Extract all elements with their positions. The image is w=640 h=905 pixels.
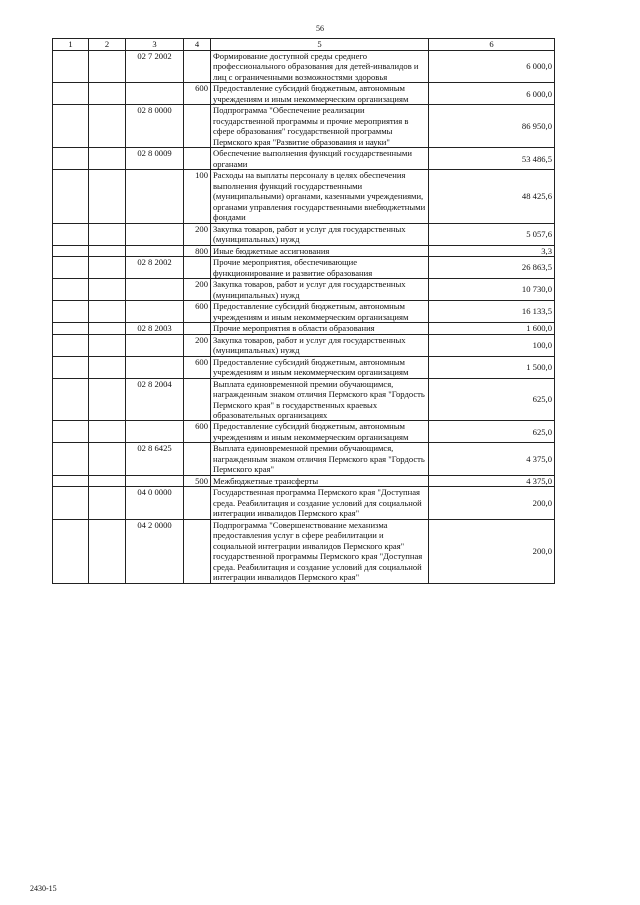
cell-section: [53, 148, 89, 170]
column-header: 5: [211, 39, 429, 51]
cell-description: Предоставление субсидий бюджетным, автономным учреждениям и иным некоммерческим организациям: [211, 421, 429, 443]
column-header: 6: [429, 39, 555, 51]
cell-target-article: 04 0 0000: [126, 487, 184, 519]
table-row: [53, 421, 555, 443]
cell-target-article: [126, 301, 184, 323]
cell-description: Предоставление субсидий бюджетным, автономным учреждениям и иным некоммерческим организациям: [211, 83, 429, 105]
cell-amount: 1 500,0: [429, 356, 555, 378]
cell-amount: 100,0: [429, 334, 555, 356]
cell-subsection: [89, 148, 126, 170]
cell-subsection: [89, 519, 126, 583]
cell-target-article: 02 8 0009: [126, 148, 184, 170]
cell-subsection: [89, 475, 126, 486]
table-row: [53, 301, 555, 323]
cell-subsection: [89, 223, 126, 245]
cell-expense-type: [184, 323, 211, 334]
cell-expense-type: 200: [184, 334, 211, 356]
cell-subsection: [89, 378, 126, 421]
table-row: [53, 378, 555, 421]
table-row: [53, 148, 555, 170]
table-row: [53, 51, 555, 83]
cell-description: Прочие мероприятия, обеспечивающие функционирование и развитие образования: [211, 257, 429, 279]
cell-section: [53, 421, 89, 443]
cell-target-article: 02 8 2003: [126, 323, 184, 334]
cell-amount: 10 730,0: [429, 279, 555, 301]
cell-section: [53, 323, 89, 334]
cell-expense-type: 500: [184, 475, 211, 486]
cell-subsection: [89, 334, 126, 356]
cell-section: [53, 475, 89, 486]
cell-target-article: 02 8 6425: [126, 443, 184, 475]
cell-amount: 625,0: [429, 421, 555, 443]
cell-subsection: [89, 279, 126, 301]
cell-section: [53, 356, 89, 378]
cell-section: [53, 170, 89, 223]
table-row: [53, 245, 555, 256]
cell-target-article: [126, 223, 184, 245]
cell-amount: 48 425,6: [429, 170, 555, 223]
cell-description: Закупка товаров, работ и услуг для государственных (муниципальных) нужд: [211, 334, 429, 356]
cell-amount: 86 950,0: [429, 105, 555, 148]
cell-section: [53, 279, 89, 301]
budget-table: [52, 38, 555, 584]
table-row: [53, 334, 555, 356]
cell-expense-type: [184, 519, 211, 583]
cell-amount: 625,0: [429, 378, 555, 421]
cell-description: Государственная программа Пермского края "Доступная среда. Реабилитация и создание условий для социальной интеграции инвалидов Пермского края": [211, 487, 429, 519]
table-row: [53, 323, 555, 334]
cell-amount: 5 057,6: [429, 223, 555, 245]
table-header-row: [53, 39, 555, 51]
table-row: [53, 487, 555, 519]
cell-expense-type: 200: [184, 223, 211, 245]
cell-section: [53, 378, 89, 421]
table-row: [53, 105, 555, 148]
column-header: 4: [184, 39, 211, 51]
cell-subsection: [89, 83, 126, 105]
cell-section: [53, 443, 89, 475]
cell-description: Выплата единовременной премии обучающимся, награжденным знаком отличия Пермского края "Гордость Пермского края": [211, 443, 429, 475]
cell-target-article: [126, 83, 184, 105]
table-row: [53, 443, 555, 475]
column-header: 1: [53, 39, 89, 51]
cell-target-article: [126, 475, 184, 486]
cell-section: [53, 223, 89, 245]
cell-description: Закупка товаров, работ и услуг для государственных (муниципальных) нужд: [211, 223, 429, 245]
cell-subsection: [89, 301, 126, 323]
cell-subsection: [89, 170, 126, 223]
cell-subsection: [89, 487, 126, 519]
table-row: [53, 257, 555, 279]
table-row: [53, 279, 555, 301]
cell-expense-type: 600: [184, 356, 211, 378]
cell-expense-type: 100: [184, 170, 211, 223]
cell-section: [53, 51, 89, 83]
table-row: [53, 356, 555, 378]
cell-subsection: [89, 443, 126, 475]
cell-expense-type: 600: [184, 83, 211, 105]
cell-amount: 200,0: [429, 487, 555, 519]
cell-subsection: [89, 257, 126, 279]
cell-expense-type: 800: [184, 245, 211, 256]
cell-description: Подпрограмма "Совершенствование механизма предоставления услуг в сфере реабилитации и социальной интеграции инвалидов Пермского края" государственной программы Пермского края "Доступная среда. Реабилитация и создание условий для социальной интеграции инвалидов Пермского края": [211, 519, 429, 583]
cell-amount: 16 133,5: [429, 301, 555, 323]
table-row: [53, 83, 555, 105]
cell-description: Предоставление субсидий бюджетным, автономным учреждениям и иным некоммерческим организациям: [211, 301, 429, 323]
column-header: 2: [89, 39, 126, 51]
cell-target-article: [126, 356, 184, 378]
cell-target-article: 02 8 2004: [126, 378, 184, 421]
cell-section: [53, 105, 89, 148]
cell-description: Межбюджетные трансферты: [211, 475, 429, 486]
cell-section: [53, 245, 89, 256]
table-row: [53, 519, 555, 583]
cell-amount: 4 375,0: [429, 443, 555, 475]
table-row: [53, 223, 555, 245]
cell-section: [53, 334, 89, 356]
cell-expense-type: [184, 51, 211, 83]
cell-amount: 6 000,0: [429, 51, 555, 83]
cell-target-article: [126, 334, 184, 356]
cell-subsection: [89, 323, 126, 334]
table-row: [53, 475, 555, 486]
cell-expense-type: [184, 105, 211, 148]
cell-section: [53, 519, 89, 583]
footer-code: 2430-15: [30, 884, 57, 893]
cell-expense-type: [184, 378, 211, 421]
cell-section: [53, 257, 89, 279]
page-number: 56: [316, 24, 324, 33]
cell-description: Формирование доступной среды среднего профессионального образования для детей-инвалидов и лиц с ограниченными возможностями здоровья: [211, 51, 429, 83]
cell-description: Обеспечение выполнения функций государственными органами: [211, 148, 429, 170]
table-row: [53, 170, 555, 223]
column-header: 3: [126, 39, 184, 51]
cell-target-article: 04 2 0000: [126, 519, 184, 583]
cell-section: [53, 83, 89, 105]
cell-amount: 26 863,5: [429, 257, 555, 279]
cell-expense-type: 600: [184, 301, 211, 323]
cell-section: [53, 487, 89, 519]
cell-expense-type: 200: [184, 279, 211, 301]
cell-amount: 53 486,5: [429, 148, 555, 170]
cell-expense-type: [184, 487, 211, 519]
cell-target-article: [126, 279, 184, 301]
cell-description: Иные бюджетные ассигнования: [211, 245, 429, 256]
cell-subsection: [89, 356, 126, 378]
cell-description: Подпрограмма "Обеспечение реализации государственной программы и прочие мероприятия в сфере образования" государственной программы Пермского края "Развитие образования и науки": [211, 105, 429, 148]
cell-description: Закупка товаров, работ и услуг для государственных (муниципальных) нужд: [211, 279, 429, 301]
cell-amount: 1 600,0: [429, 323, 555, 334]
cell-description: Предоставление субсидий бюджетным, автономным учреждениям и иным некоммерческим организациям: [211, 356, 429, 378]
cell-expense-type: [184, 443, 211, 475]
cell-description: Выплата единовременной премии обучающимся, награжденным знаком отличия Пермского края "Гордость Пермского края" в государственных краевых образовательных организациях: [211, 378, 429, 421]
cell-description: Прочие мероприятия в области образования: [211, 323, 429, 334]
cell-expense-type: [184, 257, 211, 279]
cell-target-article: [126, 170, 184, 223]
cell-subsection: [89, 105, 126, 148]
cell-section: [53, 301, 89, 323]
cell-target-article: 02 8 0000: [126, 105, 184, 148]
cell-amount: 6 000,0: [429, 83, 555, 105]
cell-subsection: [89, 421, 126, 443]
cell-subsection: [89, 51, 126, 83]
cell-amount: 200,0: [429, 519, 555, 583]
cell-target-article: 02 7 2002: [126, 51, 184, 83]
cell-target-article: [126, 245, 184, 256]
cell-amount: 4 375,0: [429, 475, 555, 486]
cell-description: Расходы на выплаты персоналу в целях обеспечения выполнения функций государственными (муниципальными) органами, казенными учреждениями, органами управления государственными внебюджетными фондами: [211, 170, 429, 223]
cell-target-article: [126, 421, 184, 443]
cell-expense-type: 600: [184, 421, 211, 443]
cell-target-article: 02 8 2002: [126, 257, 184, 279]
cell-expense-type: [184, 148, 211, 170]
cell-subsection: [89, 245, 126, 256]
cell-amount: 3,3: [429, 245, 555, 256]
